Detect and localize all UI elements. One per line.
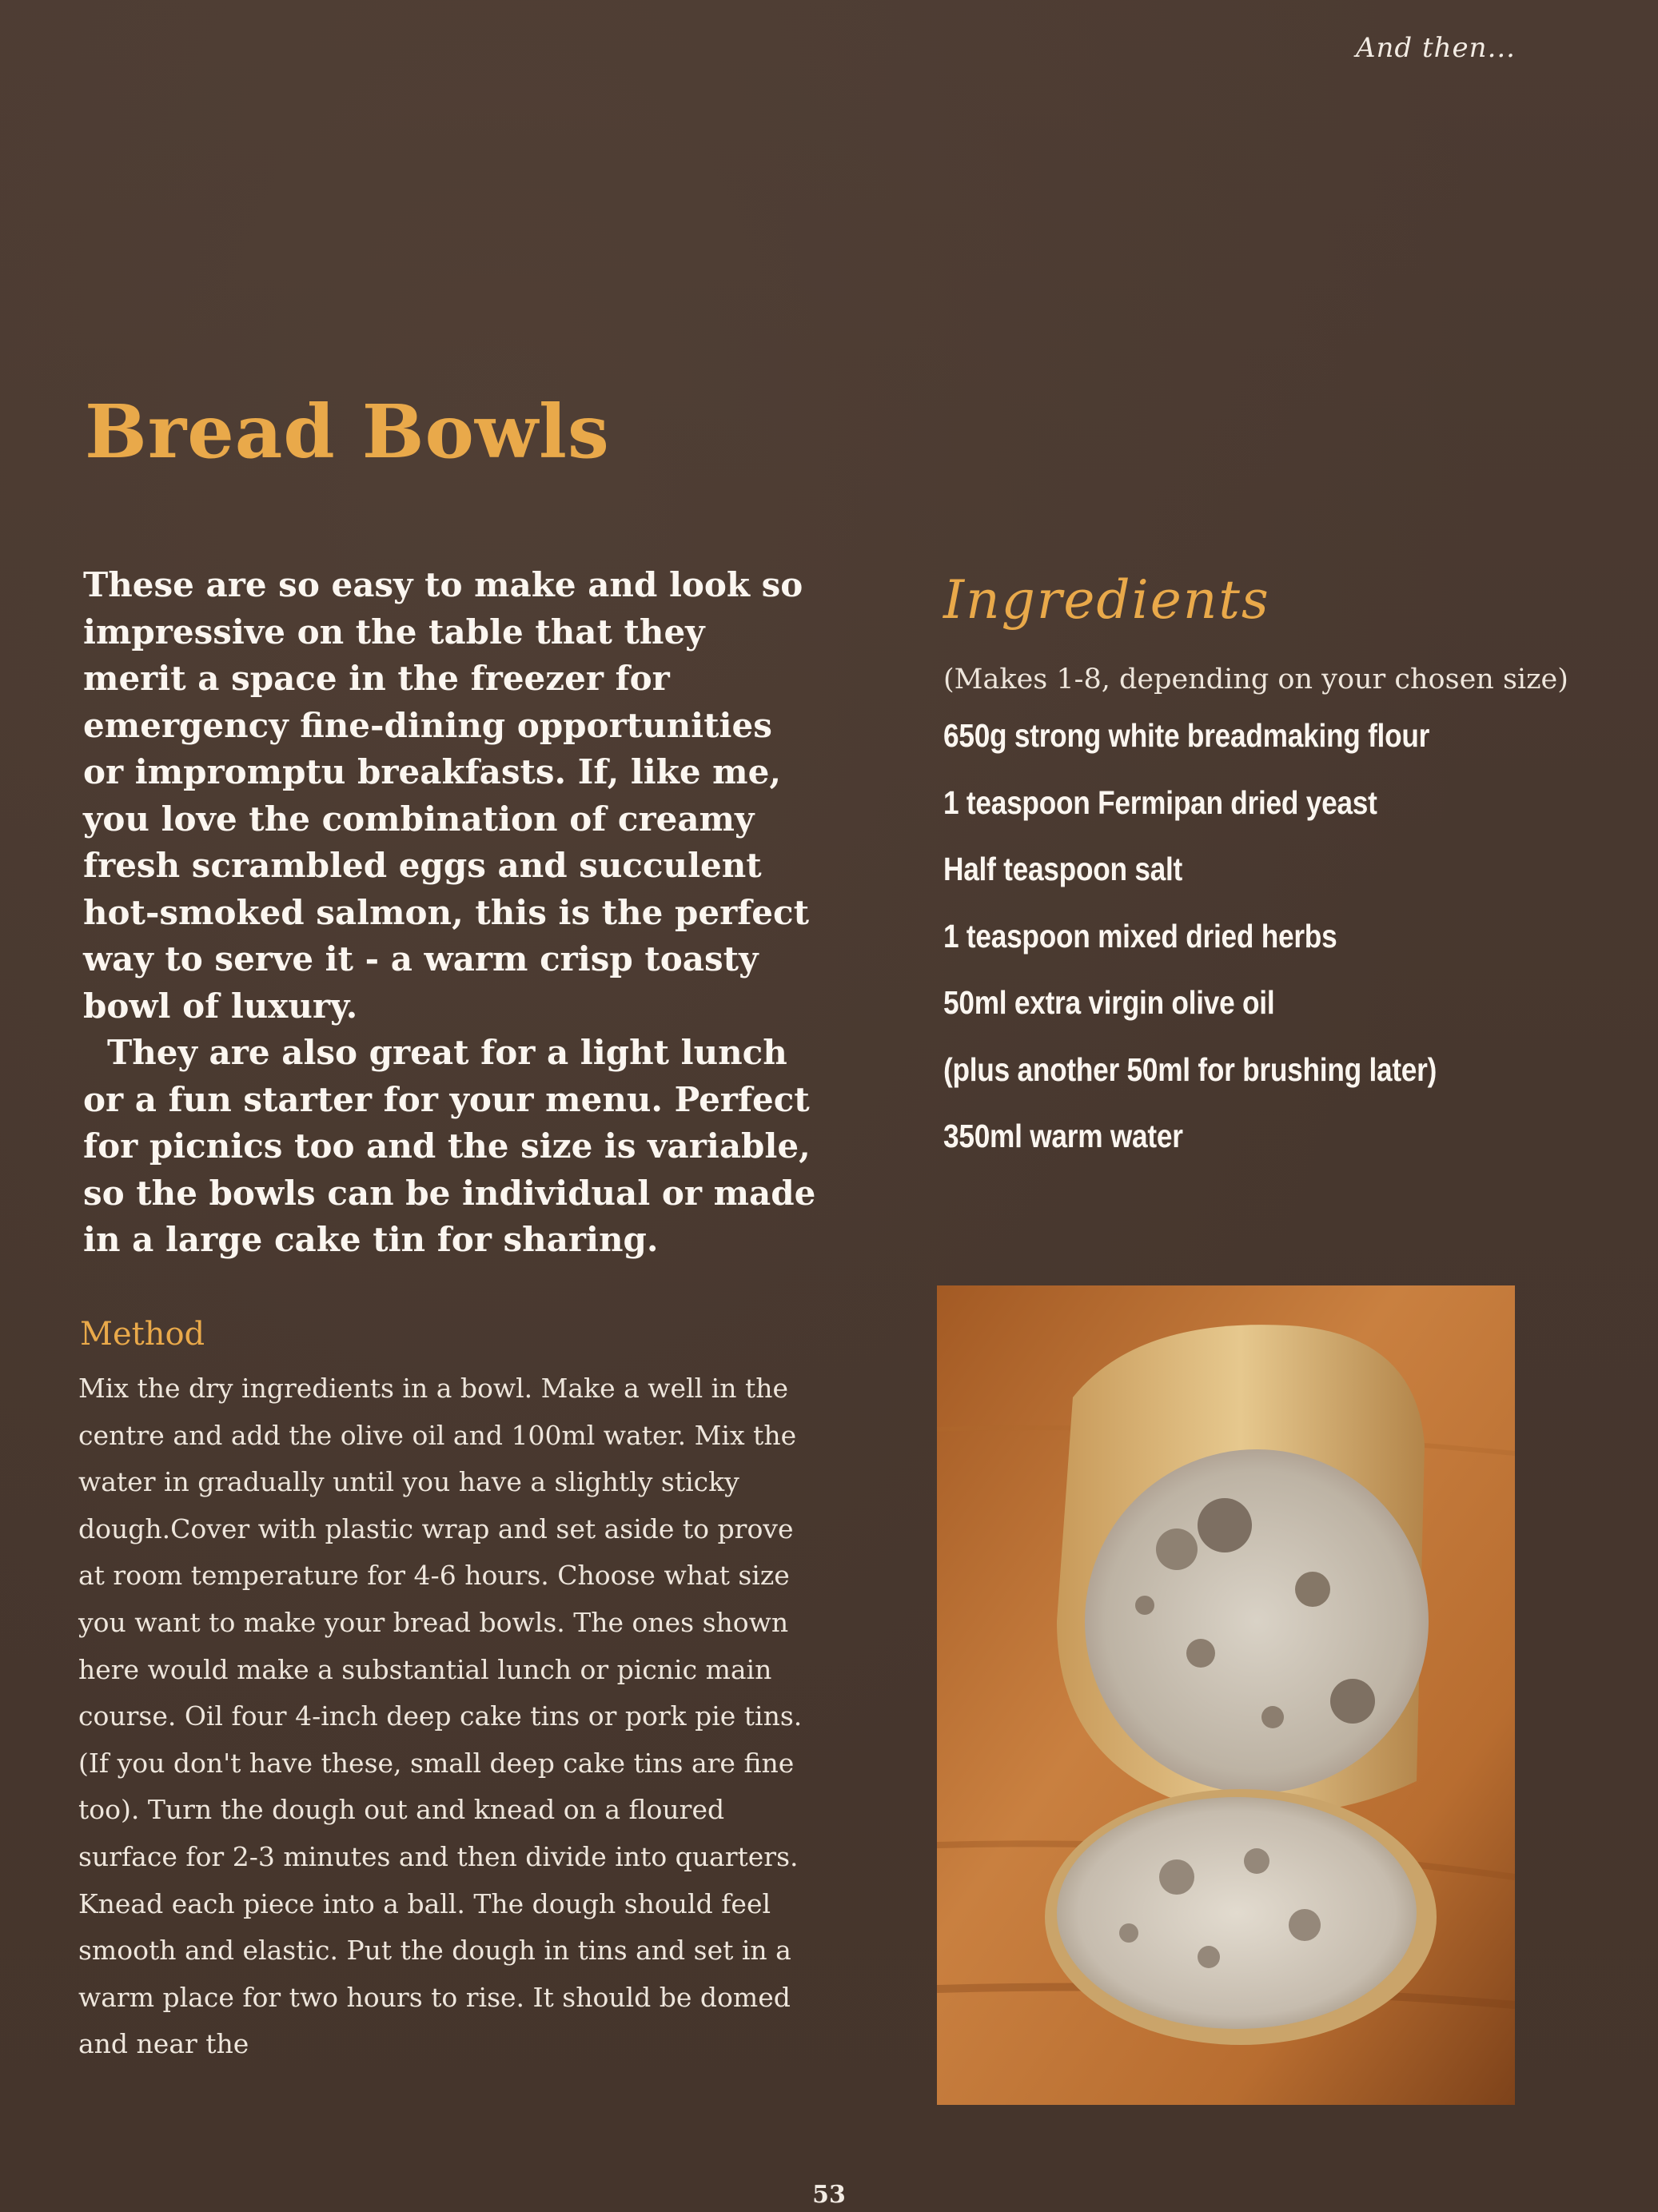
ingredient-item: 1 teaspoon Fermipan dried yeast — [943, 783, 1377, 821]
ingredients-heading: Ingredients — [943, 569, 1270, 631]
ingredient-list — [943, 719, 1631, 1187]
bread-photo — [937, 1285, 1515, 2105]
intro-paragraph: These are so easy to make and look so impressive on the table that they merit a space in the freezer for emergency fine-dining opportunities or impromptu breakfasts. If, like me, you love the combination of creamy fresh scrambled eggs and succulent hot-smoked salmon, this is the perfect way to serve it - a warm crisp toasty bowl of luxury. — [83, 565, 809, 1026]
page-number: 53 — [812, 2181, 846, 2209]
method-heading: Method — [80, 1316, 205, 1353]
method-text: Mix the dry ingredients in a bowl. Make a well in the centre and add the olive oil and 100ml water. Mix the water in gradually until you have a slightly sticky dough.Cover with plastic wrap and set aside to prove at room temperature for 4-6 hours. Choose what size you want to make your bread bowls. The ones shown here would make a substantial lunch or picnic main course. Oil four 4-inch deep cake tins or pork pie tins. (If you don't have these, small deep cake tins are fine too). Turn the dough out and knead on a floured surface for 2-3 minutes and then divide into quarters. Knead each piece into a ball. The dough should feel smooth and elastic. Put the dough in tins and set in a warm place for two hours to rise. It should be domed and near the — [78, 1373, 803, 2060]
ingredient-item: Half teaspoon salt — [943, 851, 1183, 887]
yield-note: (Makes 1-8, depending on your chosen size) — [943, 664, 1568, 695]
intro-paragraph: They are also great for a light lunch or a fun starter for your menu. Perfect for picnics too and the size is variable, so the bowls can be individual or made in a large cake tin for sharing. — [83, 1033, 816, 1259]
ingredient-item: 1 teaspoon mixed dried herbs — [943, 917, 1337, 955]
ingredient-item: 350ml warm water — [943, 1118, 1183, 1154]
recipe-title: Bread Bowls — [85, 389, 610, 475]
bread-loaf-image — [937, 1285, 1515, 2105]
ingredient-item: 650g strong white breadmaking flour — [943, 717, 1430, 754]
ingredient-item: 50ml extra virgin olive oil — [943, 984, 1275, 1021]
running-head: And then... — [1355, 32, 1516, 64]
intro-text — [83, 562, 819, 1264]
ingredient-item: (plus another 50ml for brushing later) — [943, 1050, 1437, 1088]
